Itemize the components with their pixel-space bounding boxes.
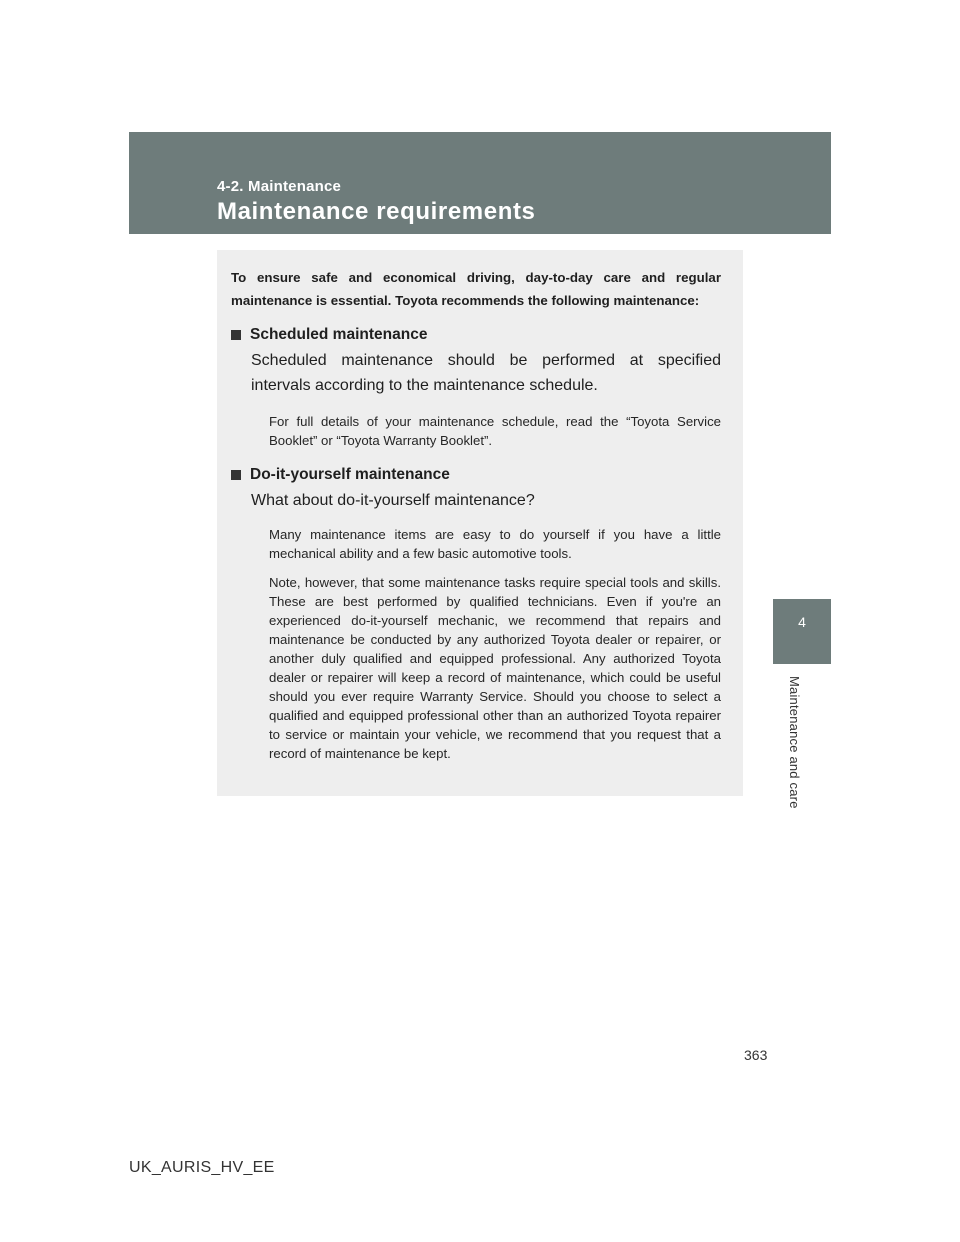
item-body-scheduled: Scheduled maintenance should be performed at specified intervals according to the maintenance schedule. xyxy=(251,352,721,394)
item-heading-scheduled xyxy=(231,326,721,344)
chapter-tab xyxy=(773,599,831,664)
section-label: 4-2. Maintenance xyxy=(217,178,342,195)
square-bullet-icon xyxy=(231,470,241,480)
note-diy-2: Note, however, that some maintenance tasks require special tools and skills. These are best performed by qualified technicians. Even if you're an experienced do-it-yourself mechanic, we recommend that repairs and maintenance be conducted by any authorized Toyota dealer or repairer, or another duly qualified and equipped professional. Any authorized Toyota dealer or repairer will keep a record of maintenance, which could be useful should you ever require Warranty Service. Should you choose to select a qualified and equipped professional other than an authorized Toyota repairer to service or maintain your vehicle, we recommend that you request that a record of maintenance be kept. xyxy=(269,575,721,761)
note-scheduled: For full details of your maintenance schedule, read the “Toyota Service Booklet” or “Toyota Warranty Booklet”. xyxy=(269,414,721,448)
square-bullet-icon xyxy=(231,330,241,340)
content-box xyxy=(217,250,743,796)
page-title: Maintenance requirements xyxy=(217,198,536,225)
item-heading-diy xyxy=(231,466,721,484)
page-number: 363 xyxy=(744,1047,768,1063)
item-heading-label: Do-it-yourself maintenance xyxy=(250,466,450,483)
item-body-diy: What about do-it-yourself maintenance? xyxy=(251,492,535,509)
document-code: UK_AURIS_HV_EE xyxy=(129,1159,275,1176)
item-heading-label: Scheduled maintenance xyxy=(250,326,428,343)
chapter-name: Maintenance and care xyxy=(787,676,802,809)
note-diy-1: Many maintenance items are easy to do yourself if you have a little mechanical ability and a few basic automotive tools. xyxy=(269,527,721,561)
intro-text: To ensure safe and economical driving, day-to-day care and regular maintenance is essential. Toyota recommends the following maintenance: xyxy=(231,270,721,308)
chapter-number: 4 xyxy=(798,614,806,630)
